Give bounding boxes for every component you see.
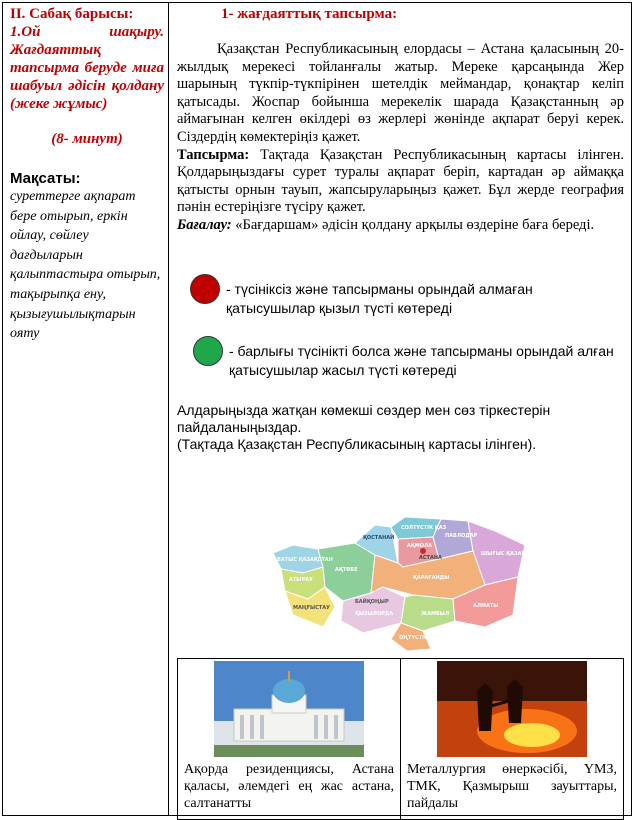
map-label-soltustik: СОЛТҮСТІК ҚАЗ	[401, 525, 447, 531]
card-metallurgy-caption: Металлургия өнеркәсібі, ҮМЗ, ТМК, Қазмырыш зауыттары, пайдалы	[407, 762, 617, 811]
map-label-mangystau: МАҢҒЫСТАУ	[293, 605, 330, 611]
card-akorda-caption: Ақорда резиденциясы, Астана қаласы, әлемдегі ең жас астана, салтанатты	[184, 762, 394, 811]
green-circle-icon	[193, 336, 223, 366]
akorda-photo	[214, 661, 364, 757]
task-title: 1- жағдаяттық тапсырма:	[221, 6, 398, 22]
map-label-almaty: АЛМАТЫ	[473, 603, 499, 609]
kazakhstan-map	[263, 515, 579, 653]
red-indicator-row	[190, 274, 624, 318]
red-circle-icon	[190, 274, 220, 304]
map-label-kostanay: ҚОСТАНАЙ	[363, 535, 395, 541]
lesson-stage-column	[3, 3, 169, 815]
map-label-atyrau: АТЫРАУ	[289, 577, 313, 583]
goal-text: суреттерге ақпарат бере отырып, еркін ойлау, сөйлеу дағдыларын қалыптастыра отырып, тақырыпқа ену, қызығушылықтарын ояту	[10, 189, 161, 342]
green-indicator-text: - барлығы түсінікті болса және тапсырманы орындай алған қатысушылар жасыл түсті көтереді	[229, 342, 614, 378]
map-label-astana: АСТАНА	[419, 555, 442, 561]
lesson-table	[2, 2, 632, 816]
stage-title: II. Сабақ барысы:	[10, 6, 134, 22]
map-label-pavlodar: ПАВЛОДАР	[445, 533, 478, 539]
goal-heading: Мақсаты:	[10, 170, 81, 187]
map-label-batys: БАТЫС ҚАЗАҚСТАН	[277, 557, 333, 563]
task-label: Тапсырма:	[177, 146, 250, 163]
map-label-baikonyr: БАЙҚОҢЫР	[355, 599, 389, 605]
map-label-zhambyl: ЖАМБЫЛ	[421, 611, 450, 617]
card-akorda	[178, 659, 400, 819]
helper-line: Алдарыңызда жатқан көмекші сөздер мен сөз тіркестерін пайдаланыңыздар.	[177, 401, 551, 435]
stage-subtitle: 1.Ой шақыру. Жағдаяттық тапсырма беруде миға шабуыл әдісін қолдану (жеке жұмыс)	[10, 24, 164, 112]
map-label-kyzylorda: ҚЫЗЫЛОРДА	[355, 611, 394, 617]
map-label-aktobe: АҚТӨБЕ	[335, 567, 358, 573]
task-column	[169, 3, 631, 815]
map-label-ontustik: ОҢТҮСТІК ҚАЗ	[399, 635, 442, 641]
task-text: Тақтада Қазақстан Республикасының картасы ілінген. Қолдарыңыздағы сурет туралы ақпарат беріп, картадан әр аймаққа қатысты орнын тауып, жапсыруларыңыз қажет. Бұл жерде география пәнін естеріңізге түсіру қажет.	[177, 146, 624, 216]
metallurgy-photo	[437, 661, 587, 757]
evaluation-label: Бағалау:	[177, 216, 232, 233]
stage-time: (8- минут)	[51, 131, 123, 147]
map-label-shygys: ШЫҒЫС ҚАЗАҚСТАН	[481, 551, 541, 557]
green-indicator-row	[193, 336, 624, 380]
map-label-akmola: АҚМОЛА	[407, 543, 432, 549]
helper-note: (Тақтада Қазақстан Республикасының картасы ілінген).	[177, 435, 537, 452]
task-assignment	[177, 147, 624, 217]
card-metallurgy	[400, 659, 623, 819]
red-indicator-text: - түсініксіз және тапсырманы орындай алмаған қатысушылар қызыл түсті көтереді	[226, 280, 533, 316]
image-cards	[177, 658, 624, 820]
task-intro: Қазақстан Республикасының елордасы – Астана қаласының 20-жылдық мерекесі тойланғалы жатыр. Мереке қарсаңында Жер шарының түкпір-түкпірінен шетелдік меймандар, қонақтар келіп қатысады. Жоспар бойынша мерекелік шарада Қазақстанның әр аймағынан келген өкілдері өз жерлері жөнінде ақпарат беруі керек. Сіздердің көмектеріңіз қажет.	[177, 41, 624, 145]
evaluation-text: «Бағдаршам» әдісін қолдану арқылы өздеріне баға береді.	[231, 216, 595, 233]
evaluation	[177, 217, 624, 235]
map-label-karagandy: ҚАРАҒАНДЫ	[413, 575, 450, 581]
